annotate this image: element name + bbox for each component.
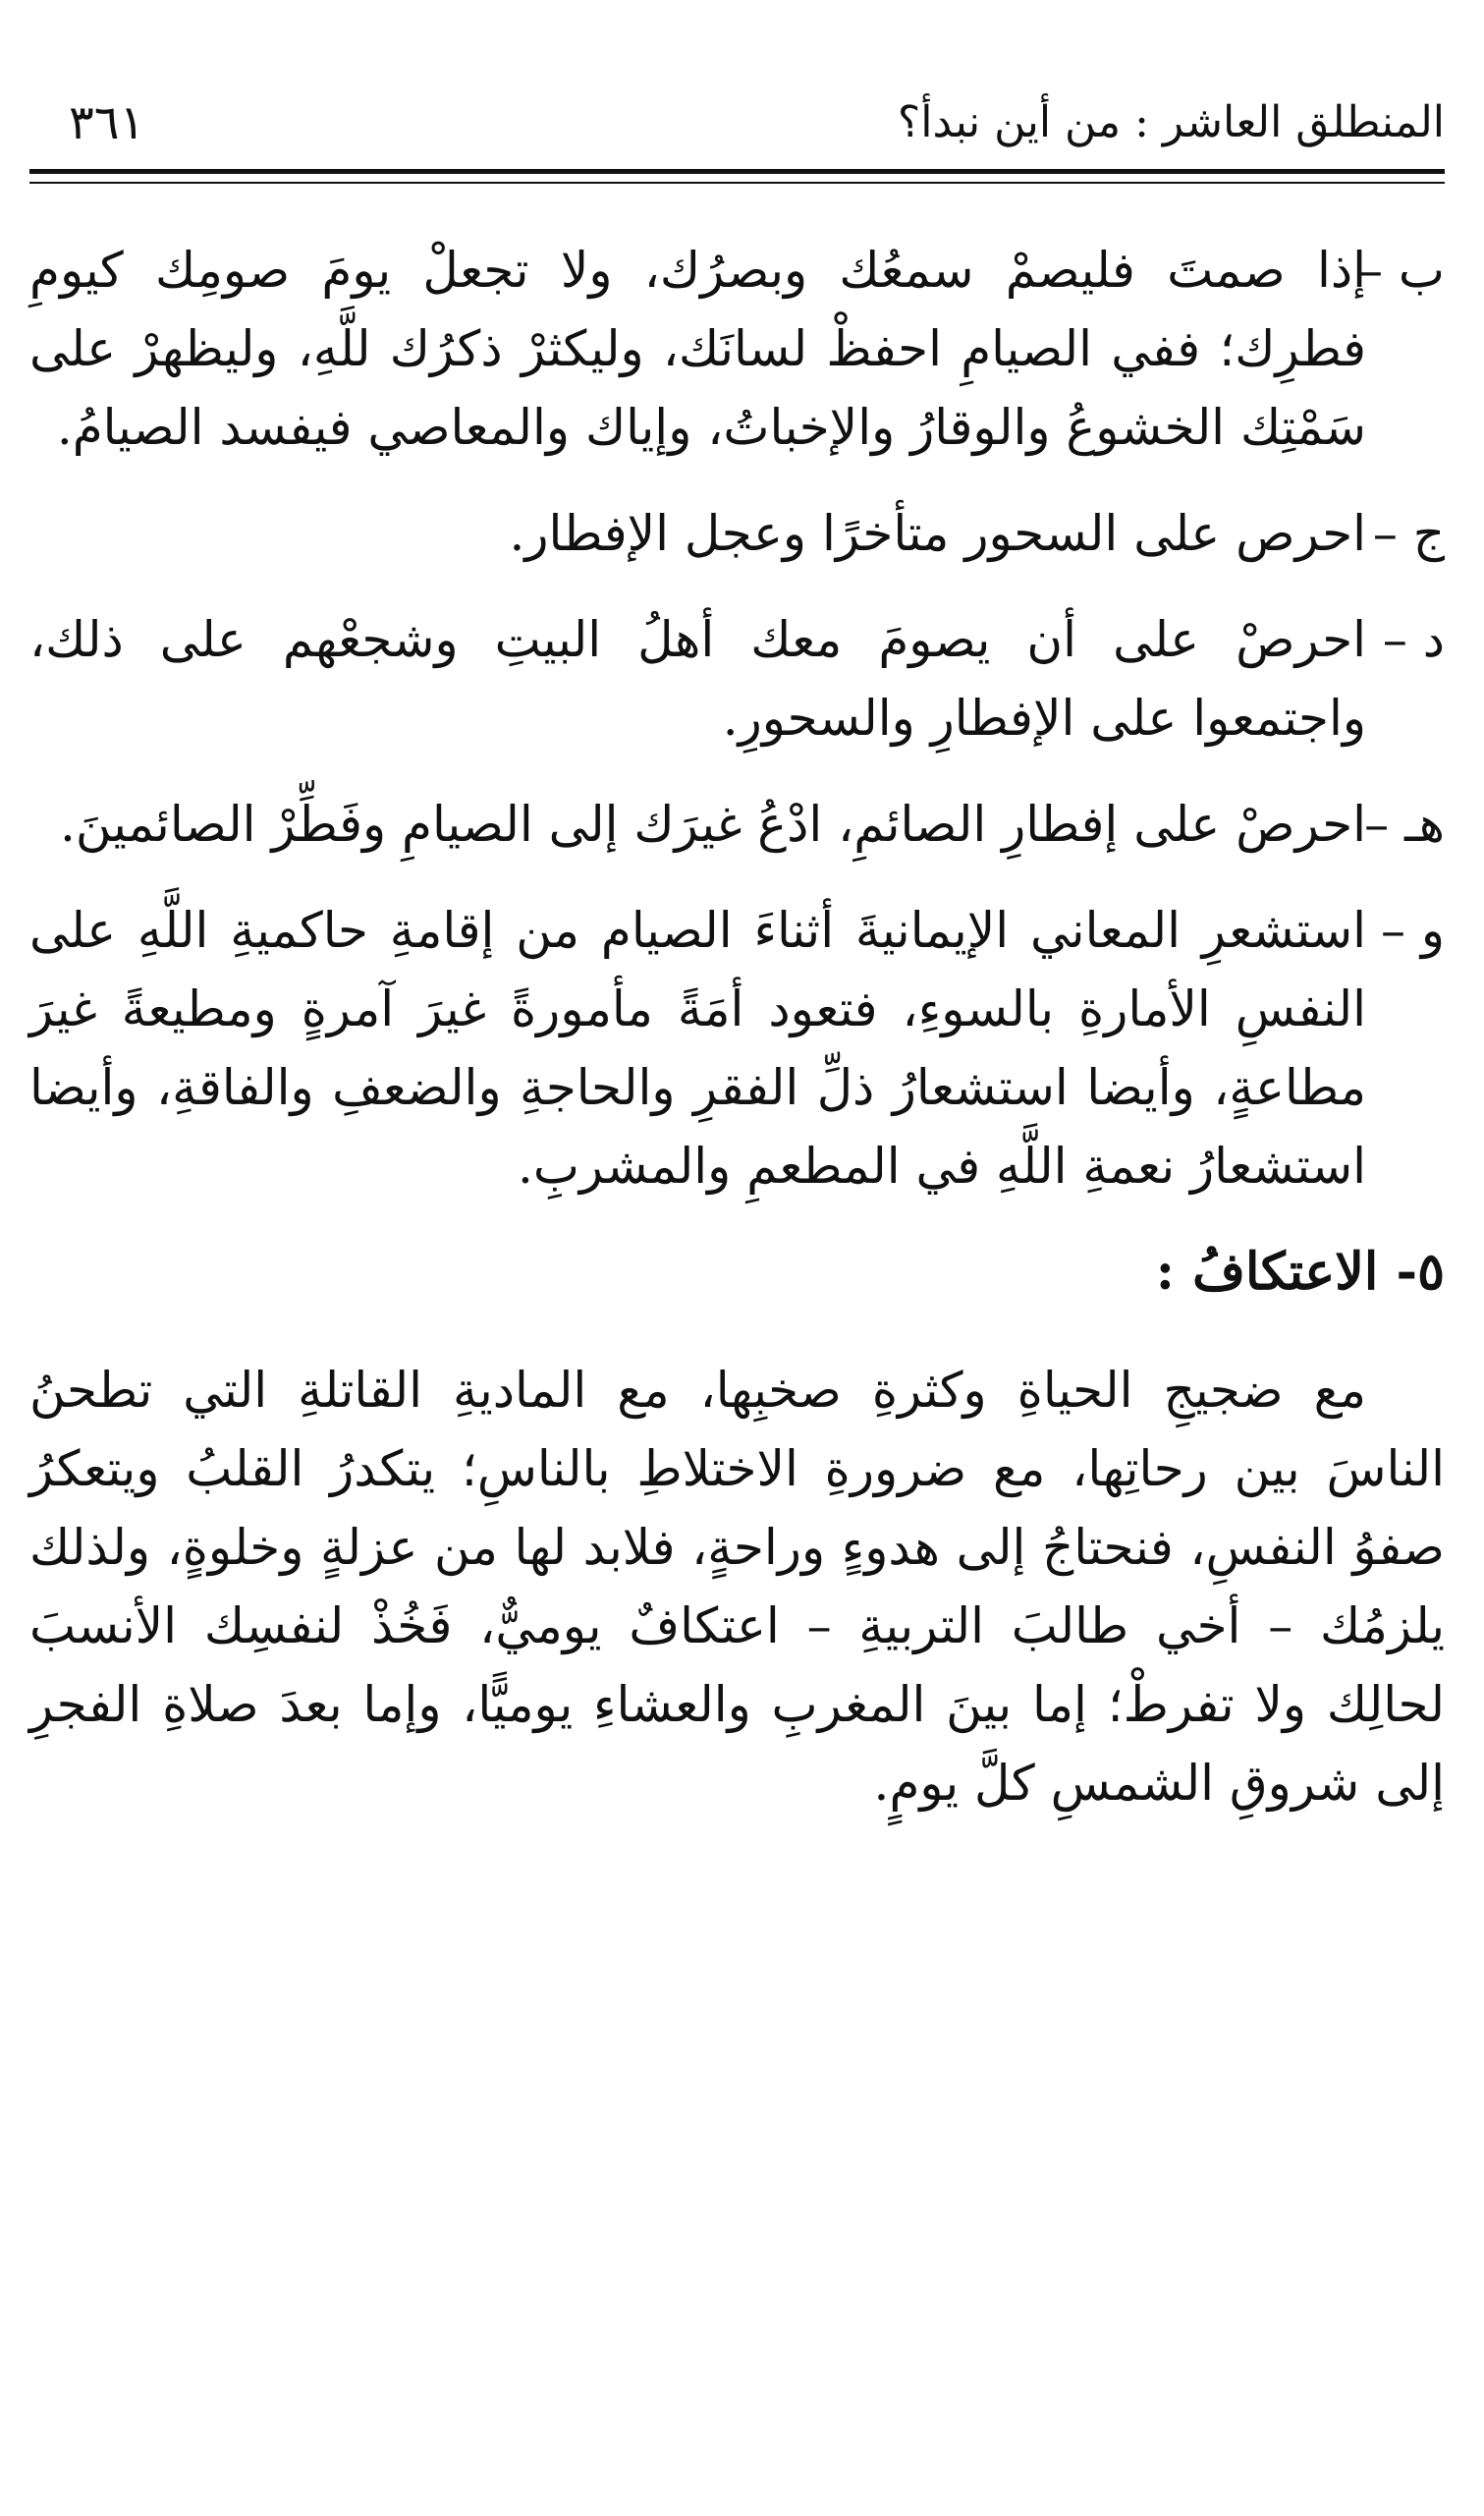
section-heading: ٥- الاعتكافُ : — [1155, 1242, 1445, 1302]
list-item-marker: هـ – — [1364, 796, 1445, 853]
list-item — [29, 231, 1445, 467]
list-item-text: استشعرِ المعاني الإيمانيةَ أثناءَ الصيام من إقامةِ حاكميةِ اللَّهِ على النفسِ الأمارةِ بالسوءِ، فتعود أمَةً مأمورةً غيرَ آمرةٍ ومطيعةً غيرَ مطاعةٍ، وأيضا استشعارُ ذلِّ الفقرِ والحاجةِ والضعفِ والفاقةِ، وأيضا استشعارُ نعمةِ اللَّهِ في المطعمِ والمشربِ. — [29, 902, 1366, 1195]
page-number: ٣٦١ — [69, 95, 145, 150]
list-item — [29, 600, 1445, 757]
header-rule-thick — [29, 169, 1445, 174]
header-rule-thin — [29, 182, 1445, 184]
page-header — [29, 93, 1445, 152]
list-item — [29, 891, 1445, 1205]
list-item-marker: د – — [1382, 611, 1445, 668]
list-item — [29, 494, 1445, 573]
list-item-text: احرصْ على أن يصومَ معك أهلُ البيتِ وشجعْهم على ذلك، واجتمعوا على الإفطارِ والسحورِ. — [29, 611, 1366, 747]
section-paragraph: مع ضجيجِ الحياةِ وكثرةِ صخبِها، مع الماديةِ القاتلةِ التي تطحنُ الناسَ بين رحاتِها، مع ضرورةِ الاختلاطِ بالناسِ؛ يتكدرُ القلبُ ويتعكرُ صفوُ النفسِ، فنحتاجُ إلى هدوءٍ وراحةٍ، فلابد لها من عزلةٍ وخلوةٍ، ولذلك يلزمُك – أخي طالبَ التربيةِ – اعتكافٌ يوميٌّ، فَخُذْ لنفسِك الأنسبَ لحالِك ولا تفرطْ؛ إما بينَ المغربِ والعشاءِ يوميًّا، وإما بعدَ صلاةِ الفجرِ إلى شروقِ الشمسِ كلَّ يومٍ. — [29, 1362, 1445, 1812]
list-item-marker: ج – — [1372, 505, 1445, 562]
list-item-text: احرصْ على إفطارِ الصائمِ، ادْعُ غيرَك إلى الصيامِ وفَطِّرْ الصائمينَ. — [59, 796, 1366, 853]
list-item-marker: ب – — [1358, 242, 1445, 299]
list-item-text: إذا صمتَ فليصمْ سمعُك وبصرُك، ولا تجعلْ يومَ صومِك كيومِ فطرِك؛ ففي الصيامِ احفظْ لسانَك، وليكثرْ ذكرُك للَّهِ، وليظهرْ على سَمْتِك الخشوعُ والوقارُ والإخباتُ، وإياك والمعاصي فيفسد الصيامُ. — [29, 242, 1366, 456]
list-item — [29, 785, 1445, 864]
list-item-marker: و – — [1380, 902, 1445, 959]
page-body — [29, 231, 1445, 1822]
list-item-text: احرص على السحور متأخرًا وعجل الإفطار. — [509, 505, 1366, 562]
running-header-title: المنطلق العاشر : من أين نبدأ؟ — [897, 97, 1445, 147]
